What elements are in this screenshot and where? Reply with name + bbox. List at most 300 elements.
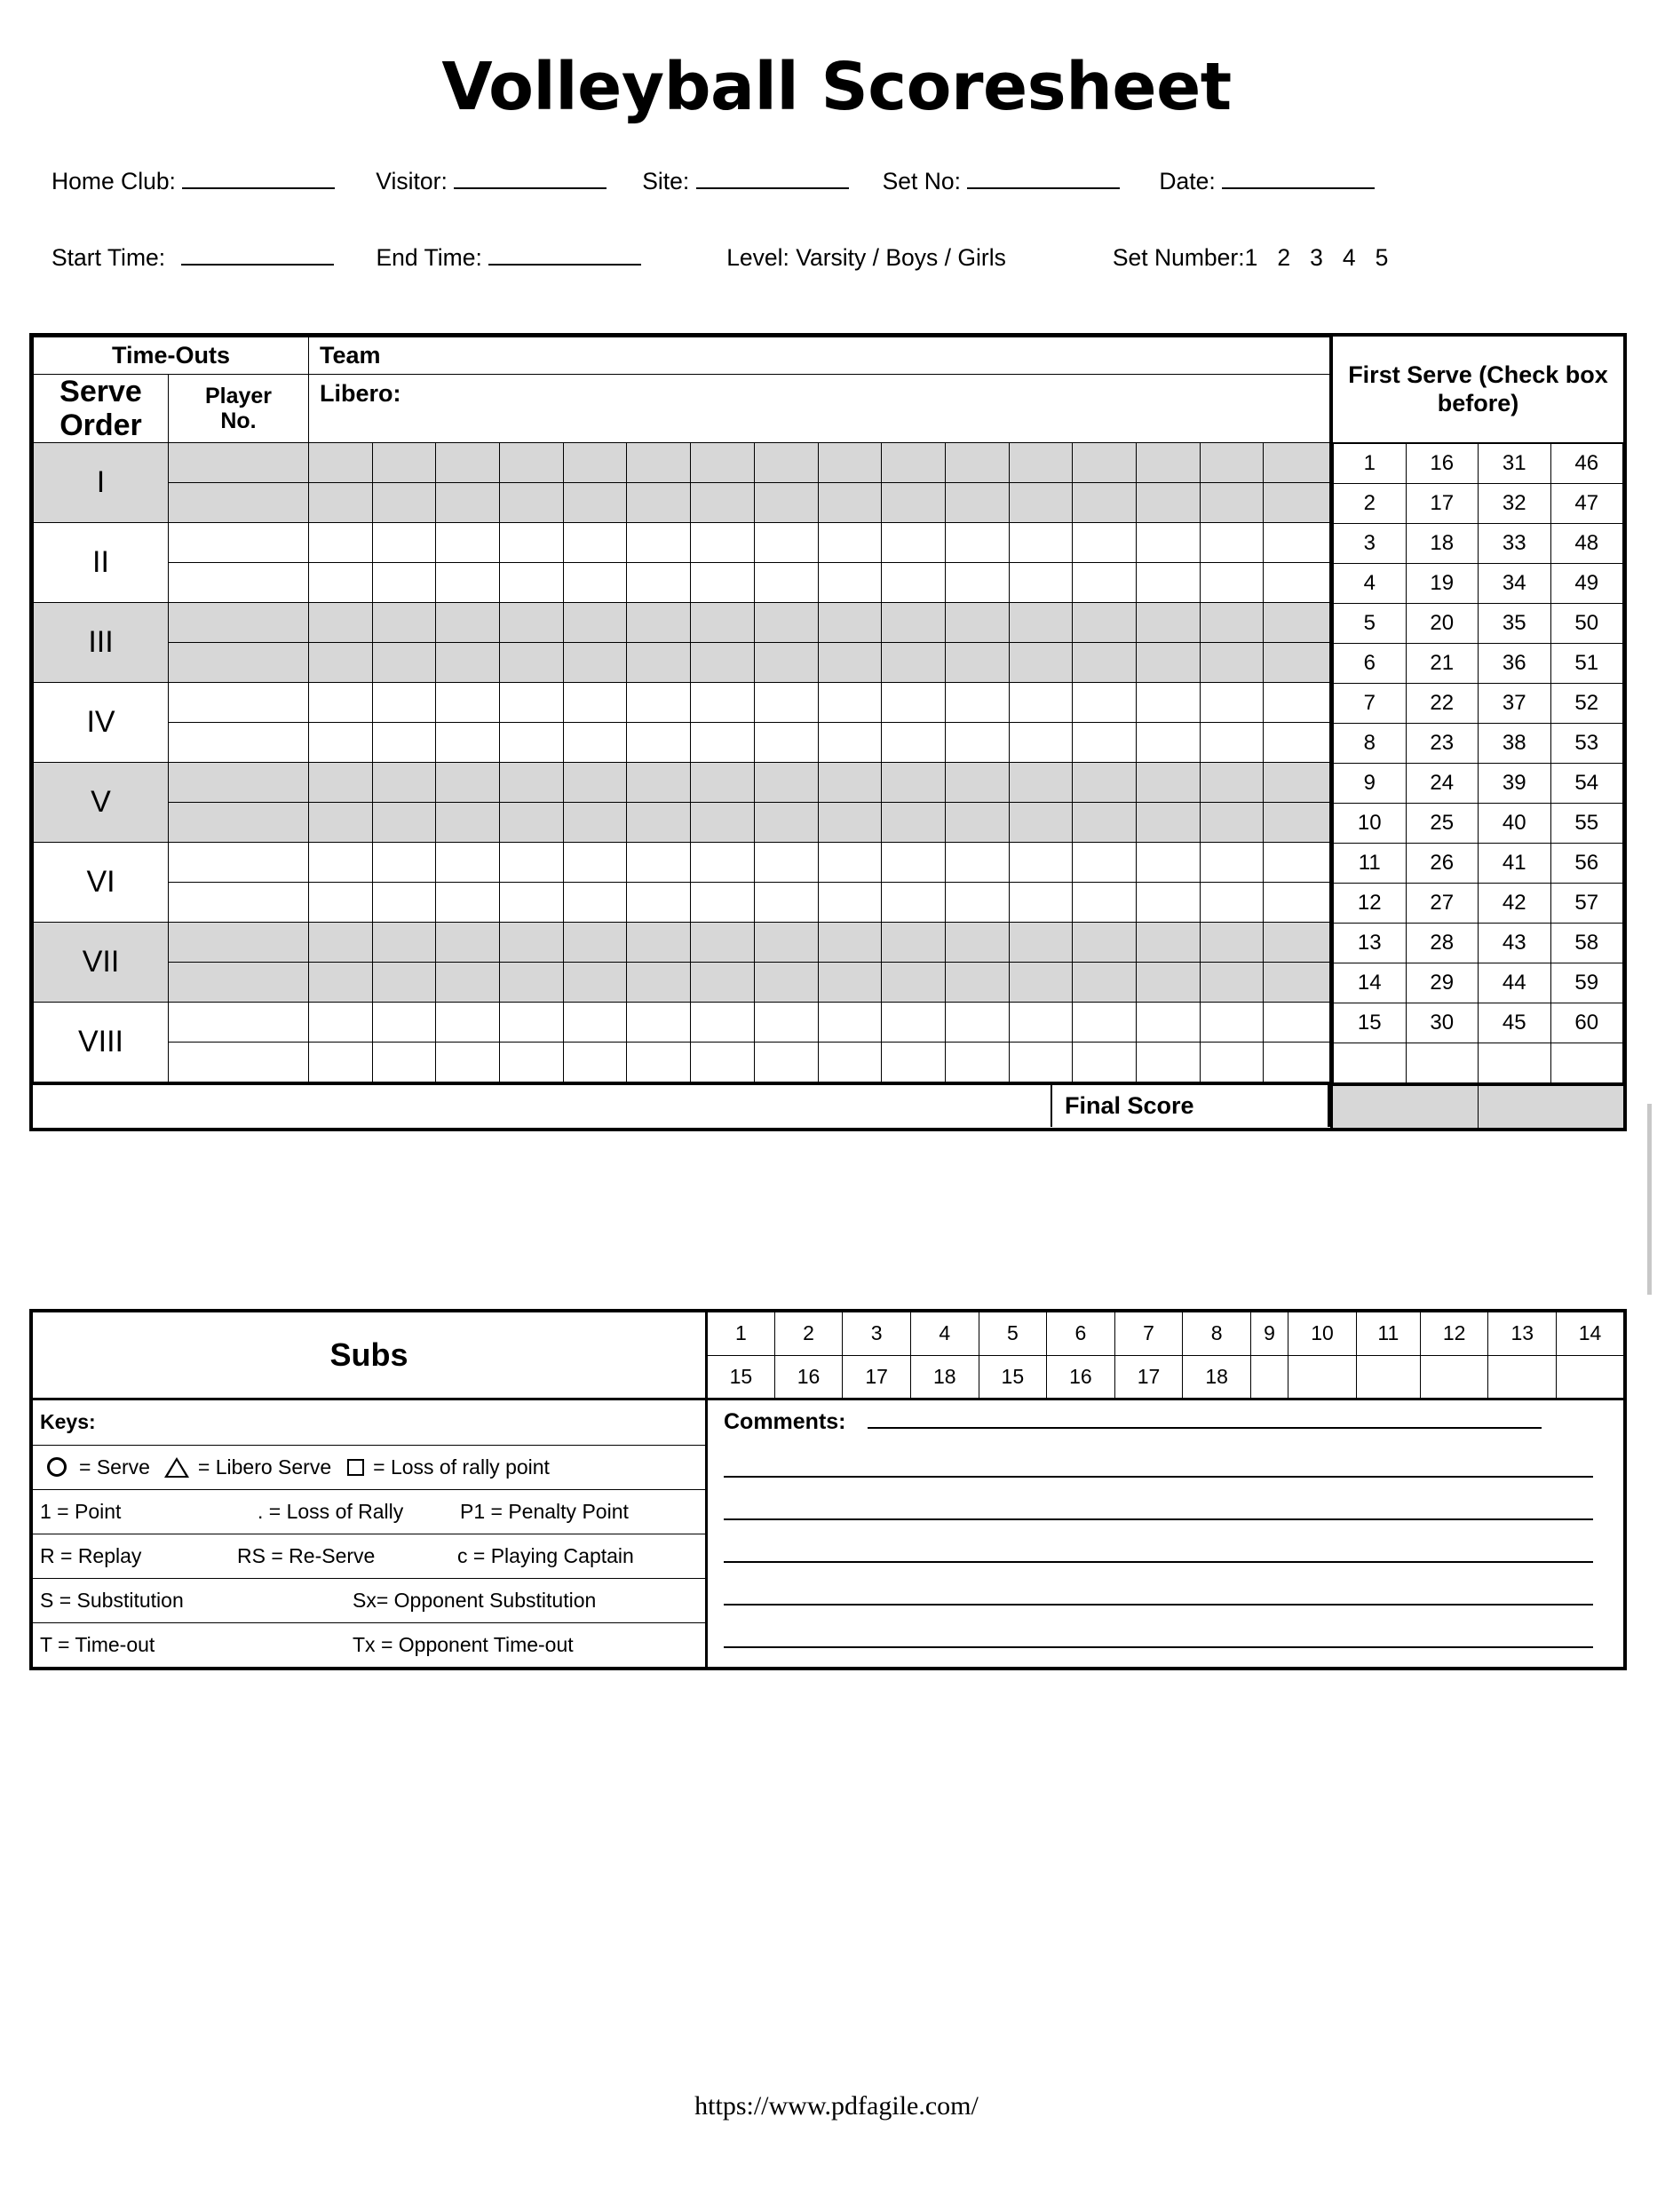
set-number-option-4[interactable]: 4: [1342, 244, 1356, 271]
score-cell[interactable]: [1136, 643, 1200, 683]
score-cell[interactable]: [500, 603, 564, 643]
first-serve-number[interactable]: 21: [1406, 644, 1479, 684]
first-serve-number[interactable]: 22: [1406, 684, 1479, 724]
score-cell[interactable]: [1200, 1043, 1264, 1082]
score-cell[interactable]: [563, 723, 627, 763]
score-cell[interactable]: [1073, 683, 1137, 723]
score-cell[interactable]: [1009, 763, 1073, 803]
score-cell[interactable]: [500, 683, 564, 723]
score-cell[interactable]: [691, 1043, 755, 1082]
score-cell[interactable]: [691, 923, 755, 963]
score-cell[interactable]: [882, 443, 946, 483]
score-cell[interactable]: [1200, 923, 1264, 963]
score-cell[interactable]: [1009, 523, 1073, 563]
subs-cell[interactable]: [1288, 1355, 1357, 1398]
player-no-cell[interactable]: [169, 723, 309, 763]
score-cell[interactable]: [1073, 883, 1137, 923]
subs-cell[interactable]: 6: [1047, 1312, 1115, 1355]
score-cell[interactable]: [563, 523, 627, 563]
score-cell[interactable]: [500, 963, 564, 1003]
first-serve-number[interactable]: 11: [1334, 844, 1407, 884]
subs-cell[interactable]: 15: [708, 1355, 774, 1398]
score-cell[interactable]: [882, 883, 946, 923]
score-cell[interactable]: [882, 683, 946, 723]
score-cell[interactable]: [691, 843, 755, 883]
score-cell[interactable]: [563, 643, 627, 683]
first-serve-number[interactable]: 50: [1550, 604, 1623, 644]
score-cell[interactable]: [1136, 483, 1200, 523]
score-cell[interactable]: [691, 563, 755, 603]
score-cell[interactable]: [1264, 923, 1330, 963]
first-serve-blank-cell[interactable]: [1406, 1043, 1479, 1083]
score-cell[interactable]: [818, 723, 882, 763]
score-cell[interactable]: [309, 803, 373, 843]
first-serve-number[interactable]: 54: [1550, 764, 1623, 804]
score-cell[interactable]: [691, 1003, 755, 1043]
first-serve-number[interactable]: 53: [1550, 724, 1623, 764]
score-cell[interactable]: [309, 603, 373, 643]
first-serve-number[interactable]: 3: [1334, 524, 1407, 564]
score-cell[interactable]: [372, 443, 436, 483]
score-cell[interactable]: [627, 523, 691, 563]
score-cell[interactable]: [1200, 523, 1264, 563]
score-cell[interactable]: [754, 803, 818, 843]
score-cell[interactable]: [691, 603, 755, 643]
player-no-cell[interactable]: [169, 443, 309, 483]
subs-cell[interactable]: 3: [843, 1312, 911, 1355]
subs-cell[interactable]: 12: [1420, 1312, 1488, 1355]
score-cell[interactable]: [1200, 563, 1264, 603]
score-cell[interactable]: [1264, 563, 1330, 603]
first-serve-number[interactable]: 34: [1479, 564, 1551, 604]
score-cell[interactable]: [1264, 603, 1330, 643]
score-cell[interactable]: [1136, 1043, 1200, 1082]
score-cell[interactable]: [500, 1043, 564, 1082]
score-cell[interactable]: [1200, 643, 1264, 683]
score-cell[interactable]: [627, 563, 691, 603]
score-cell[interactable]: [1264, 963, 1330, 1003]
score-cell[interactable]: [372, 843, 436, 883]
first-serve-number[interactable]: 16: [1406, 444, 1479, 484]
score-cell[interactable]: [1136, 603, 1200, 643]
score-cell[interactable]: [1073, 843, 1137, 883]
score-cell[interactable]: [372, 803, 436, 843]
first-serve-number[interactable]: 41: [1479, 844, 1551, 884]
home-club-field[interactable]: [52, 168, 335, 195]
first-serve-blank-cell[interactable]: [1334, 1043, 1407, 1083]
final-score-cell-2[interactable]: [1479, 1086, 1623, 1128]
score-cell[interactable]: [1136, 803, 1200, 843]
score-cell[interactable]: [436, 603, 500, 643]
subs-cell[interactable]: 16: [774, 1355, 843, 1398]
first-serve-number[interactable]: 19: [1406, 564, 1479, 604]
score-cell[interactable]: [1009, 723, 1073, 763]
score-cell[interactable]: [945, 643, 1009, 683]
first-serve-number[interactable]: 25: [1406, 804, 1479, 844]
score-cell[interactable]: [754, 1003, 818, 1043]
visitor-field[interactable]: [376, 168, 607, 195]
score-cell[interactable]: [1073, 963, 1137, 1003]
first-serve-number[interactable]: 20: [1406, 604, 1479, 644]
comment-line-5[interactable]: [724, 1563, 1593, 1605]
score-cell[interactable]: [1009, 1003, 1073, 1043]
comment-line-2[interactable]: [724, 1435, 1593, 1478]
score-cell[interactable]: [372, 563, 436, 603]
score-cell[interactable]: [818, 1043, 882, 1082]
first-serve-number[interactable]: 55: [1550, 804, 1623, 844]
score-cell[interactable]: [754, 763, 818, 803]
score-cell[interactable]: [945, 883, 1009, 923]
score-cell[interactable]: [372, 483, 436, 523]
score-cell[interactable]: [1136, 963, 1200, 1003]
score-cell[interactable]: [754, 683, 818, 723]
first-serve-number[interactable]: 36: [1479, 644, 1551, 684]
first-serve-number[interactable]: 59: [1550, 963, 1623, 1003]
player-no-cell[interactable]: [169, 923, 309, 963]
first-serve-number[interactable]: 10: [1334, 804, 1407, 844]
subs-cell[interactable]: 8: [1183, 1312, 1251, 1355]
score-cell[interactable]: [309, 883, 373, 923]
score-cell[interactable]: [818, 803, 882, 843]
date-input[interactable]: [1222, 170, 1375, 189]
score-cell[interactable]: [627, 1043, 691, 1082]
score-cell[interactable]: [754, 643, 818, 683]
score-cell[interactable]: [372, 763, 436, 803]
score-cell[interactable]: [372, 963, 436, 1003]
score-cell[interactable]: [500, 723, 564, 763]
score-cell[interactable]: [945, 963, 1009, 1003]
score-cell[interactable]: [1200, 683, 1264, 723]
score-cell[interactable]: [754, 883, 818, 923]
score-cell[interactable]: [627, 763, 691, 803]
score-cell[interactable]: [1009, 603, 1073, 643]
subs-cell[interactable]: [1420, 1355, 1488, 1398]
first-serve-number[interactable]: 52: [1550, 684, 1623, 724]
score-cell[interactable]: [436, 643, 500, 683]
score-cell[interactable]: [1264, 483, 1330, 523]
score-cell[interactable]: [309, 643, 373, 683]
set-number-option-1[interactable]: 1: [1244, 244, 1258, 271]
first-serve-number[interactable]: 29: [1406, 963, 1479, 1003]
score-cell[interactable]: [818, 603, 882, 643]
score-cell[interactable]: [754, 843, 818, 883]
subs-cell[interactable]: 13: [1488, 1312, 1557, 1355]
first-serve-number[interactable]: 56: [1550, 844, 1623, 884]
score-cell[interactable]: [1009, 443, 1073, 483]
score-cell[interactable]: [436, 883, 500, 923]
score-cell[interactable]: [1009, 683, 1073, 723]
score-cell[interactable]: [882, 1043, 946, 1082]
score-cell[interactable]: [436, 923, 500, 963]
score-cell[interactable]: [882, 723, 946, 763]
score-cell[interactable]: [1136, 763, 1200, 803]
subs-cell[interactable]: [1250, 1355, 1288, 1398]
score-cell[interactable]: [945, 443, 1009, 483]
first-serve-number[interactable]: 58: [1550, 924, 1623, 963]
first-serve-number[interactable]: 39: [1479, 764, 1551, 804]
score-cell[interactable]: [945, 1043, 1009, 1082]
score-cell[interactable]: [945, 723, 1009, 763]
score-cell[interactable]: [691, 683, 755, 723]
score-cell[interactable]: [436, 723, 500, 763]
score-cell[interactable]: [754, 963, 818, 1003]
score-cell[interactable]: [1073, 603, 1137, 643]
first-serve-number[interactable]: 57: [1550, 884, 1623, 924]
score-cell[interactable]: [309, 1043, 373, 1082]
subs-cell[interactable]: [1356, 1355, 1420, 1398]
score-cell[interactable]: [1136, 443, 1200, 483]
first-serve-number[interactable]: 7: [1334, 684, 1407, 724]
player-no-cell[interactable]: [169, 643, 309, 683]
score-cell[interactable]: [309, 1003, 373, 1043]
score-cell[interactable]: [882, 843, 946, 883]
comment-line-4[interactable]: [724, 1520, 1593, 1563]
score-cell[interactable]: [500, 843, 564, 883]
score-cell[interactable]: [1009, 923, 1073, 963]
score-cell[interactable]: [1136, 683, 1200, 723]
score-cell[interactable]: [1264, 443, 1330, 483]
first-serve-number[interactable]: 42: [1479, 884, 1551, 924]
score-cell[interactable]: [818, 1003, 882, 1043]
score-cell[interactable]: [1009, 963, 1073, 1003]
score-cell[interactable]: [1136, 843, 1200, 883]
first-serve-number[interactable]: 44: [1479, 963, 1551, 1003]
score-cell[interactable]: [691, 483, 755, 523]
score-cell[interactable]: [627, 723, 691, 763]
score-cell[interactable]: [1073, 723, 1137, 763]
end-time-field[interactable]: [377, 244, 642, 272]
score-cell[interactable]: [1009, 643, 1073, 683]
score-cell[interactable]: [1073, 643, 1137, 683]
score-cell[interactable]: [436, 563, 500, 603]
score-cell[interactable]: [500, 643, 564, 683]
score-cell[interactable]: [945, 763, 1009, 803]
score-cell[interactable]: [882, 523, 946, 563]
score-cell[interactable]: [691, 523, 755, 563]
score-cell[interactable]: [818, 923, 882, 963]
score-cell[interactable]: [627, 923, 691, 963]
score-cell[interactable]: [1009, 883, 1073, 923]
first-serve-number[interactable]: 17: [1406, 484, 1479, 524]
player-no-cell[interactable]: [169, 843, 309, 883]
score-cell[interactable]: [818, 763, 882, 803]
end-time-input[interactable]: [488, 246, 641, 266]
score-cell[interactable]: [436, 443, 500, 483]
subs-cell[interactable]: [1557, 1355, 1623, 1398]
score-cell[interactable]: [1264, 523, 1330, 563]
score-cell[interactable]: [1073, 563, 1137, 603]
score-cell[interactable]: [1073, 523, 1137, 563]
set-no-field[interactable]: [883, 168, 1121, 195]
score-cell[interactable]: [563, 683, 627, 723]
subs-cell[interactable]: [1488, 1355, 1557, 1398]
subs-cell[interactable]: 7: [1114, 1312, 1183, 1355]
subs-cell[interactable]: 5: [979, 1312, 1047, 1355]
score-cell[interactable]: [1200, 843, 1264, 883]
score-cell[interactable]: [1200, 723, 1264, 763]
score-cell[interactable]: [1073, 803, 1137, 843]
first-serve-number[interactable]: 45: [1479, 1003, 1551, 1043]
start-time-input[interactable]: [181, 246, 334, 266]
score-cell[interactable]: [882, 563, 946, 603]
visitor-input[interactable]: [454, 170, 607, 189]
score-cell[interactable]: [754, 603, 818, 643]
score-cell[interactable]: [500, 443, 564, 483]
first-serve-number[interactable]: 24: [1406, 764, 1479, 804]
score-cell[interactable]: [1200, 883, 1264, 923]
first-serve-number[interactable]: 31: [1479, 444, 1551, 484]
score-cell[interactable]: [627, 443, 691, 483]
first-serve-number[interactable]: 26: [1406, 844, 1479, 884]
score-cell[interactable]: [882, 643, 946, 683]
score-cell[interactable]: [945, 843, 1009, 883]
score-cell[interactable]: [309, 723, 373, 763]
player-no-cell[interactable]: [169, 563, 309, 603]
first-serve-number[interactable]: 33: [1479, 524, 1551, 564]
score-cell[interactable]: [563, 923, 627, 963]
score-cell[interactable]: [818, 883, 882, 923]
score-cell[interactable]: [1136, 563, 1200, 603]
first-serve-number[interactable]: 4: [1334, 564, 1407, 604]
score-cell[interactable]: [1009, 563, 1073, 603]
score-cell[interactable]: [500, 483, 564, 523]
date-field[interactable]: [1159, 168, 1375, 195]
score-cell[interactable]: [818, 683, 882, 723]
score-cell[interactable]: [691, 963, 755, 1003]
score-cell[interactable]: [1073, 923, 1137, 963]
score-cell[interactable]: [627, 803, 691, 843]
subs-cell[interactable]: 14: [1557, 1312, 1623, 1355]
player-no-cell[interactable]: [169, 963, 309, 1003]
first-serve-number[interactable]: 6: [1334, 644, 1407, 684]
score-cell[interactable]: [1009, 803, 1073, 843]
score-cell[interactable]: [945, 523, 1009, 563]
score-cell[interactable]: [882, 963, 946, 1003]
score-cell[interactable]: [372, 883, 436, 923]
score-cell[interactable]: [436, 483, 500, 523]
score-cell[interactable]: [945, 803, 1009, 843]
score-cell[interactable]: [818, 523, 882, 563]
subs-cell[interactable]: 4: [910, 1312, 979, 1355]
score-cell[interactable]: [754, 563, 818, 603]
score-cell[interactable]: [1200, 763, 1264, 803]
player-no-cell[interactable]: [169, 883, 309, 923]
first-serve-number[interactable]: 37: [1479, 684, 1551, 724]
set-number-option-2[interactable]: 2: [1277, 244, 1291, 271]
score-cell[interactable]: [309, 523, 373, 563]
footer-url[interactable]: https://www.pdfagile.com/: [694, 2091, 979, 2121]
score-cell[interactable]: [627, 603, 691, 643]
site-input[interactable]: [696, 170, 849, 189]
first-serve-number[interactable]: 1: [1334, 444, 1407, 484]
score-cell[interactable]: [436, 963, 500, 1003]
final-score-cell-1[interactable]: [1333, 1086, 1479, 1128]
score-cell[interactable]: [1200, 963, 1264, 1003]
score-cell[interactable]: [563, 483, 627, 523]
subs-cell[interactable]: 18: [910, 1355, 979, 1398]
subs-cell[interactable]: 2: [774, 1312, 843, 1355]
score-cell[interactable]: [500, 923, 564, 963]
score-cell[interactable]: [309, 563, 373, 603]
subs-cell[interactable]: 11: [1356, 1312, 1420, 1355]
score-cell[interactable]: [1136, 723, 1200, 763]
score-cell[interactable]: [309, 963, 373, 1003]
score-cell[interactable]: [882, 1003, 946, 1043]
score-cell[interactable]: [1264, 1043, 1330, 1082]
set-number-option-3[interactable]: 3: [1310, 244, 1323, 271]
score-cell[interactable]: [627, 643, 691, 683]
score-cell[interactable]: [372, 923, 436, 963]
score-cell[interactable]: [500, 1003, 564, 1043]
score-cell[interactable]: [1200, 803, 1264, 843]
score-cell[interactable]: [563, 843, 627, 883]
score-cell[interactable]: [882, 923, 946, 963]
score-cell[interactable]: [1264, 723, 1330, 763]
subs-cell[interactable]: 17: [843, 1355, 911, 1398]
score-cell[interactable]: [945, 683, 1009, 723]
score-cell[interactable]: [436, 803, 500, 843]
score-cell[interactable]: [309, 483, 373, 523]
score-cell[interactable]: [754, 1043, 818, 1082]
score-cell[interactable]: [818, 643, 882, 683]
first-serve-number[interactable]: 18: [1406, 524, 1479, 564]
score-cell[interactable]: [754, 523, 818, 563]
score-cell[interactable]: [563, 803, 627, 843]
score-cell[interactable]: [1200, 443, 1264, 483]
first-serve-number[interactable]: 38: [1479, 724, 1551, 764]
player-no-cell[interactable]: [169, 803, 309, 843]
score-cell[interactable]: [500, 523, 564, 563]
first-serve-number[interactable]: 60: [1550, 1003, 1623, 1043]
set-number-option-5[interactable]: 5: [1375, 244, 1389, 271]
first-serve-number[interactable]: 27: [1406, 884, 1479, 924]
score-cell[interactable]: [1073, 483, 1137, 523]
score-cell[interactable]: [945, 563, 1009, 603]
score-cell[interactable]: [563, 883, 627, 923]
score-cell[interactable]: [1136, 883, 1200, 923]
first-serve-number[interactable]: 9: [1334, 764, 1407, 804]
score-cell[interactable]: [563, 563, 627, 603]
first-serve-blank-cell[interactable]: [1479, 1043, 1551, 1083]
first-serve-blank-cell[interactable]: [1550, 1043, 1623, 1083]
score-cell[interactable]: [754, 483, 818, 523]
score-cell[interactable]: [691, 803, 755, 843]
score-cell[interactable]: [1009, 843, 1073, 883]
score-cell[interactable]: [1200, 1003, 1264, 1043]
score-cell[interactable]: [500, 883, 564, 923]
score-cell[interactable]: [1264, 1003, 1330, 1043]
score-cell[interactable]: [1073, 1043, 1137, 1082]
score-cell[interactable]: [372, 683, 436, 723]
first-serve-number[interactable]: 35: [1479, 604, 1551, 644]
score-cell[interactable]: [372, 523, 436, 563]
first-serve-number[interactable]: 23: [1406, 724, 1479, 764]
first-serve-number[interactable]: 14: [1334, 963, 1407, 1003]
score-cell[interactable]: [1009, 483, 1073, 523]
player-no-cell[interactable]: [169, 683, 309, 723]
score-cell[interactable]: [309, 683, 373, 723]
score-cell[interactable]: [1136, 923, 1200, 963]
score-cell[interactable]: [1264, 843, 1330, 883]
first-serve-number[interactable]: 43: [1479, 924, 1551, 963]
first-serve-number[interactable]: 8: [1334, 724, 1407, 764]
score-cell[interactable]: [1073, 1003, 1137, 1043]
score-cell[interactable]: [372, 603, 436, 643]
first-serve-number[interactable]: 2: [1334, 484, 1407, 524]
score-cell[interactable]: [372, 1043, 436, 1082]
score-cell[interactable]: [945, 483, 1009, 523]
score-cell[interactable]: [436, 1003, 500, 1043]
